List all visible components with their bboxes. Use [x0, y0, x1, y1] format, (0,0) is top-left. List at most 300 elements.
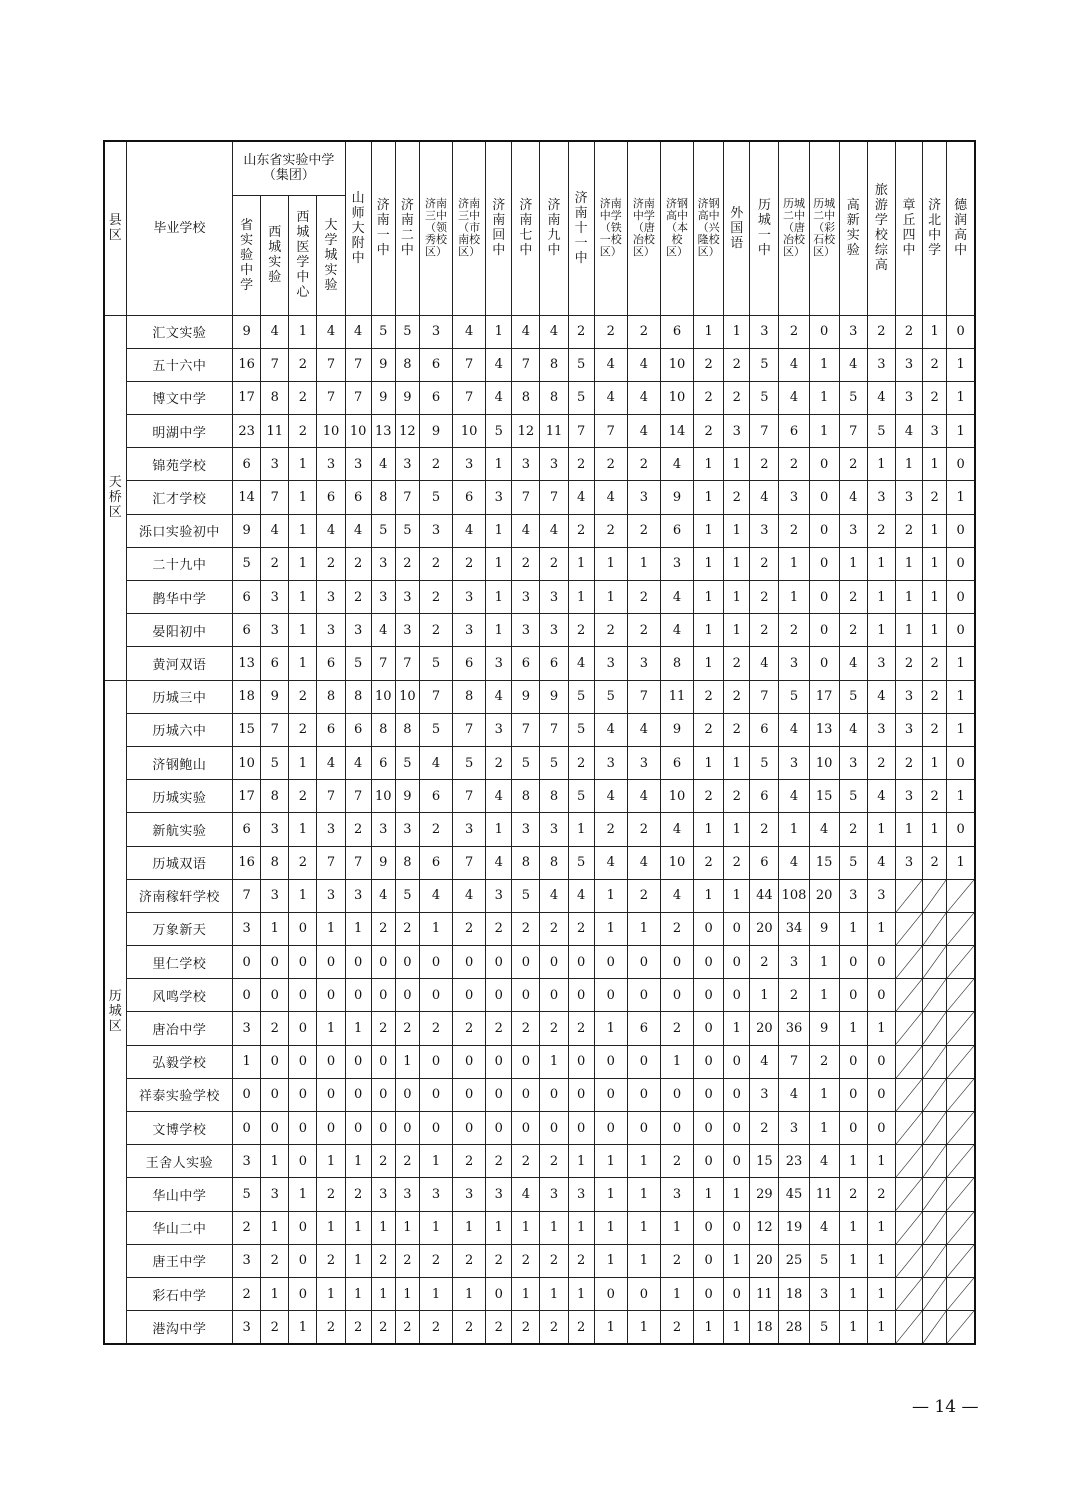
value-cell: 0	[594, 1045, 627, 1078]
col-header: 济南回中	[486, 141, 512, 315]
value-cell: 2	[419, 448, 452, 481]
value-cell: 4	[371, 448, 395, 481]
value-cell: 0	[512, 1078, 540, 1111]
value-cell: 12	[750, 1211, 779, 1244]
value-cell: 0	[419, 946, 452, 979]
value-cell: 1	[694, 448, 724, 481]
value-cell: 3	[419, 514, 452, 547]
not-applicable-cell	[923, 1078, 947, 1111]
school-name-cell: 彩石中学	[126, 1277, 232, 1310]
value-cell: 2	[568, 614, 594, 647]
value-cell: 2	[395, 1145, 419, 1178]
value-cell: 2	[512, 912, 540, 945]
school-name-cell: 泺口实验初中	[126, 514, 232, 547]
value-cell: 0	[395, 1112, 419, 1145]
value-cell: 2	[779, 315, 809, 348]
table-row	[104, 813, 975, 846]
value-cell: 2	[512, 1145, 540, 1178]
value-cell: 1	[345, 1244, 371, 1277]
value-cell: 0	[627, 1277, 660, 1310]
value-cell: 2	[568, 448, 594, 481]
value-cell: 1	[867, 547, 895, 580]
value-cell: 8	[345, 680, 371, 713]
value-cell: 3	[395, 813, 419, 846]
value-cell: 4	[750, 1045, 779, 1078]
school-name-cell: 晏阳初中	[126, 614, 232, 647]
value-cell: 1	[694, 1311, 724, 1345]
value-cell: 23	[779, 1145, 809, 1178]
value-cell: 3	[261, 1178, 289, 1211]
value-cell: 1	[317, 1145, 345, 1178]
value-cell: 0	[289, 912, 317, 945]
not-applicable-cell	[947, 979, 975, 1012]
value-cell: 1	[867, 1012, 895, 1045]
value-cell: 0	[627, 1112, 660, 1145]
value-cell: 1	[594, 1311, 627, 1345]
value-cell: 2	[371, 1012, 395, 1045]
not-applicable-cell	[947, 912, 975, 945]
diagonal-slash	[947, 913, 974, 945]
value-cell: 4	[839, 713, 867, 746]
value-cell: 0	[947, 581, 975, 614]
value-cell: 2	[453, 547, 486, 580]
value-cell: 0	[839, 1045, 867, 1078]
table-row	[104, 547, 975, 580]
value-cell: 36	[779, 1012, 809, 1045]
value-cell: 3	[233, 1012, 261, 1045]
value-cell: 1	[839, 1145, 867, 1178]
value-cell: 2	[289, 415, 317, 448]
col-header: 济南三中（领秀校区）	[419, 141, 452, 315]
value-cell: 10	[395, 680, 419, 713]
value-cell: 2	[317, 1311, 345, 1345]
value-cell: 1	[895, 448, 922, 481]
value-cell: 0	[809, 448, 839, 481]
value-cell: 1	[839, 1211, 867, 1244]
not-applicable-cell	[947, 1178, 975, 1211]
value-cell: 9	[261, 680, 289, 713]
value-cell: 4	[568, 879, 594, 912]
value-cell: 0	[289, 1145, 317, 1178]
school-name-cell: 历城双语	[126, 846, 232, 879]
table-body	[104, 315, 975, 1344]
value-cell: 2	[568, 746, 594, 779]
value-cell: 3	[419, 1178, 452, 1211]
table-row	[104, 1112, 975, 1145]
value-cell: 23	[233, 415, 261, 448]
value-cell: 5	[261, 746, 289, 779]
value-cell: 7	[453, 713, 486, 746]
value-cell: 1	[895, 614, 922, 647]
value-cell: 6	[779, 415, 809, 448]
value-cell: 3	[895, 680, 922, 713]
value-cell: 2	[371, 1145, 395, 1178]
value-cell: 3	[395, 614, 419, 647]
value-cell: 7	[371, 647, 395, 680]
value-cell: 10	[453, 415, 486, 448]
group-header: 山东省实验中学（集团）	[233, 141, 346, 195]
value-cell: 1	[594, 1012, 627, 1045]
quota-table	[103, 140, 976, 1345]
value-cell: 1	[540, 1277, 568, 1310]
value-cell: 2	[486, 746, 512, 779]
value-cell: 2	[486, 1311, 512, 1345]
value-cell: 0	[371, 946, 395, 979]
table-row	[104, 581, 975, 614]
value-cell: 3	[486, 713, 512, 746]
value-cell: 5	[233, 1178, 261, 1211]
value-cell: 1	[289, 1311, 317, 1345]
value-cell: 1	[867, 1311, 895, 1345]
value-cell: 4	[540, 514, 568, 547]
value-cell: 1	[540, 1211, 568, 1244]
value-cell: 1	[660, 1045, 693, 1078]
value-cell: 2	[512, 1244, 540, 1277]
value-cell: 3	[540, 1178, 568, 1211]
value-cell: 1	[261, 912, 289, 945]
value-cell: 2	[486, 1012, 512, 1045]
value-cell: 1	[568, 1145, 594, 1178]
value-cell: 1	[486, 581, 512, 614]
value-cell: 4	[419, 879, 452, 912]
value-cell: 4	[779, 780, 809, 813]
value-cell: 6	[540, 647, 568, 680]
value-cell: 0	[809, 647, 839, 680]
value-cell: 10	[660, 381, 693, 414]
value-cell: 10	[317, 415, 345, 448]
value-cell: 2	[512, 547, 540, 580]
value-cell: 1	[568, 547, 594, 580]
value-cell: 1	[947, 780, 975, 813]
value-cell: 1	[486, 315, 512, 348]
value-cell: 2	[486, 1244, 512, 1277]
value-cell: 2	[419, 614, 452, 647]
not-applicable-cell	[923, 879, 947, 912]
value-cell: 5	[395, 514, 419, 547]
value-cell: 13	[371, 415, 395, 448]
value-cell: 7	[750, 680, 779, 713]
table-row	[104, 315, 975, 348]
value-cell: 4	[895, 415, 922, 448]
value-cell: 5	[486, 415, 512, 448]
value-cell: 2	[923, 846, 947, 879]
value-cell: 5	[568, 846, 594, 879]
value-cell: 3	[345, 879, 371, 912]
value-cell: 2	[594, 514, 627, 547]
value-cell: 10	[371, 780, 395, 813]
value-cell: 0	[694, 1112, 724, 1145]
value-cell: 9	[371, 846, 395, 879]
value-cell: 1	[419, 912, 452, 945]
value-cell: 2	[261, 1311, 289, 1345]
school-name-cell: 五十六中	[126, 348, 232, 381]
value-cell: 2	[923, 780, 947, 813]
value-cell: 2	[923, 713, 947, 746]
value-cell: 7	[453, 348, 486, 381]
school-name-cell: 唐冶中学	[126, 1012, 232, 1045]
value-cell: 2	[923, 348, 947, 381]
value-cell: 2	[345, 547, 371, 580]
value-cell: 2	[345, 813, 371, 846]
value-cell: 3	[317, 581, 345, 614]
col-header: 济南十一中	[568, 141, 594, 315]
value-cell: 18	[779, 1277, 809, 1310]
value-cell: 1	[724, 448, 750, 481]
value-cell: 1	[317, 1211, 345, 1244]
not-applicable-cell	[895, 946, 922, 979]
not-applicable-cell	[923, 1145, 947, 1178]
value-cell: 4	[660, 813, 693, 846]
value-cell: 3	[779, 746, 809, 779]
value-cell: 16	[233, 348, 261, 381]
value-cell: 2	[289, 780, 317, 813]
value-cell: 7	[627, 680, 660, 713]
value-cell: 2	[660, 1311, 693, 1345]
value-cell: 1	[317, 1012, 345, 1045]
value-cell: 1	[724, 1244, 750, 1277]
diagonal-slash	[947, 1178, 974, 1210]
value-cell: 3	[660, 1178, 693, 1211]
value-cell: 1	[694, 647, 724, 680]
value-cell: 0	[660, 946, 693, 979]
diagonal-slash	[896, 979, 922, 1011]
value-cell: 1	[923, 746, 947, 779]
value-cell: 3	[540, 614, 568, 647]
value-cell: 0	[371, 1112, 395, 1145]
value-cell: 4	[779, 381, 809, 414]
value-cell: 2	[867, 1178, 895, 1211]
value-cell: 2	[660, 1012, 693, 1045]
value-cell: 10	[371, 680, 395, 713]
value-cell: 1	[947, 415, 975, 448]
value-cell: 3	[453, 448, 486, 481]
not-applicable-cell	[947, 1244, 975, 1277]
value-cell: 0	[261, 1045, 289, 1078]
value-cell: 8	[261, 381, 289, 414]
value-cell: 6	[419, 348, 452, 381]
not-applicable-cell	[947, 1211, 975, 1244]
school-name-cell: 王舍人实验	[126, 1145, 232, 1178]
value-cell: 2	[724, 680, 750, 713]
value-cell: 2	[694, 713, 724, 746]
value-cell: 6	[317, 713, 345, 746]
value-cell: 3	[540, 813, 568, 846]
value-cell: 3	[867, 481, 895, 514]
value-cell: 7	[512, 481, 540, 514]
value-cell: 1	[867, 1211, 895, 1244]
value-cell: 11	[261, 415, 289, 448]
value-cell: 2	[317, 547, 345, 580]
group-col-header: 西城医学中心	[289, 195, 317, 315]
value-cell: 1	[568, 1211, 594, 1244]
value-cell: 6	[453, 481, 486, 514]
value-cell: 2	[694, 415, 724, 448]
value-cell: 2	[694, 680, 724, 713]
value-cell: 1	[512, 1277, 540, 1310]
value-cell: 2	[540, 1012, 568, 1045]
value-cell: 1	[568, 1277, 594, 1310]
value-cell: 1	[895, 813, 922, 846]
diagonal-slash	[947, 1278, 974, 1310]
value-cell: 3	[660, 547, 693, 580]
not-applicable-cell	[947, 1012, 975, 1045]
table-row	[104, 1078, 975, 1111]
diagonal-slash	[923, 1212, 946, 1244]
value-cell: 0	[694, 946, 724, 979]
value-cell: 1	[809, 415, 839, 448]
value-cell: 0	[453, 979, 486, 1012]
not-applicable-cell	[895, 1244, 922, 1277]
diagonal-slash	[896, 1245, 922, 1277]
value-cell: 1	[947, 713, 975, 746]
value-cell: 1	[947, 381, 975, 414]
value-cell: 2	[419, 1311, 452, 1345]
value-cell: 2	[627, 813, 660, 846]
value-cell: 5	[395, 315, 419, 348]
value-cell: 2	[627, 514, 660, 547]
not-applicable-cell	[923, 1045, 947, 1078]
value-cell: 1	[486, 1211, 512, 1244]
table-row	[104, 1244, 975, 1277]
value-cell: 3	[512, 614, 540, 647]
value-cell: 6	[345, 481, 371, 514]
school-name-cell: 里仁学校	[126, 946, 232, 979]
value-cell: 15	[809, 846, 839, 879]
diagonal-slash	[896, 1012, 922, 1044]
value-cell: 0	[453, 946, 486, 979]
value-cell: 1	[289, 614, 317, 647]
value-cell: 2	[453, 1145, 486, 1178]
diagonal-slash	[896, 1178, 922, 1210]
value-cell: 1	[594, 581, 627, 614]
value-cell: 1	[289, 879, 317, 912]
value-cell: 5	[371, 514, 395, 547]
value-cell: 4	[540, 315, 568, 348]
value-cell: 0	[289, 1045, 317, 1078]
diagonal-slash	[947, 1145, 974, 1177]
value-cell: 0	[289, 1244, 317, 1277]
value-cell: 1	[453, 1277, 486, 1310]
value-cell: 0	[627, 1078, 660, 1111]
value-cell: 18	[750, 1311, 779, 1345]
value-cell: 3	[395, 581, 419, 614]
value-cell: 1	[627, 1178, 660, 1211]
value-cell: 44	[750, 879, 779, 912]
value-cell: 1	[947, 647, 975, 680]
value-cell: 3	[371, 813, 395, 846]
value-cell: 108	[779, 879, 809, 912]
value-cell: 2	[694, 348, 724, 381]
value-cell: 2	[724, 481, 750, 514]
value-cell: 2	[694, 780, 724, 813]
value-cell: 2	[839, 813, 867, 846]
value-cell: 3	[453, 581, 486, 614]
value-cell: 0	[694, 1211, 724, 1244]
value-cell: 2	[660, 912, 693, 945]
value-cell: 7	[779, 1045, 809, 1078]
diagonal-slash	[923, 1245, 946, 1277]
value-cell: 4	[486, 348, 512, 381]
value-cell: 8	[512, 846, 540, 879]
value-cell: 7	[345, 846, 371, 879]
value-cell: 0	[233, 979, 261, 1012]
value-cell: 8	[371, 481, 395, 514]
value-cell: 0	[947, 514, 975, 547]
value-cell: 4	[627, 348, 660, 381]
value-cell: 2	[779, 448, 809, 481]
table-row	[104, 680, 975, 713]
value-cell: 1	[947, 846, 975, 879]
value-cell: 5	[568, 713, 594, 746]
value-cell: 8	[540, 381, 568, 414]
value-cell: 1	[419, 1145, 452, 1178]
value-cell: 5	[750, 381, 779, 414]
value-cell: 9	[809, 912, 839, 945]
value-cell: 4	[779, 348, 809, 381]
value-cell: 13	[233, 647, 261, 680]
value-cell: 0	[724, 1211, 750, 1244]
value-cell: 2	[486, 1145, 512, 1178]
value-cell: 6	[419, 381, 452, 414]
not-applicable-cell	[895, 1311, 922, 1345]
value-cell: 0	[419, 979, 452, 1012]
value-cell: 4	[453, 879, 486, 912]
value-cell: 1	[724, 315, 750, 348]
value-cell: 0	[694, 1045, 724, 1078]
value-cell: 6	[660, 746, 693, 779]
value-cell: 2	[923, 647, 947, 680]
value-cell: 1	[923, 581, 947, 614]
value-cell: 0	[419, 1045, 452, 1078]
value-cell: 0	[568, 1078, 594, 1111]
value-cell: 0	[947, 547, 975, 580]
value-cell: 0	[724, 1277, 750, 1310]
diagonal-slash	[896, 946, 922, 978]
value-cell: 3	[512, 813, 540, 846]
value-cell: 0	[694, 1244, 724, 1277]
value-cell: 2	[627, 581, 660, 614]
value-cell: 0	[233, 1112, 261, 1145]
value-cell: 3	[395, 1178, 419, 1211]
value-cell: 5	[568, 381, 594, 414]
table-row	[104, 1211, 975, 1244]
value-cell: 1	[289, 647, 317, 680]
group-col-header: 西城实验	[261, 195, 289, 315]
value-cell: 4	[594, 481, 627, 514]
value-cell: 3	[317, 614, 345, 647]
value-cell: 2	[419, 547, 452, 580]
value-cell: 3	[453, 813, 486, 846]
col-header: 济南九中	[540, 141, 568, 315]
value-cell: 0	[839, 1078, 867, 1111]
value-cell: 0	[594, 1078, 627, 1111]
value-cell: 6	[233, 448, 261, 481]
value-cell: 1	[779, 581, 809, 614]
value-cell: 2	[289, 846, 317, 879]
value-cell: 17	[233, 381, 261, 414]
value-cell: 4	[627, 780, 660, 813]
value-cell: 0	[724, 1078, 750, 1111]
value-cell: 2	[724, 381, 750, 414]
value-cell: 1	[289, 448, 317, 481]
value-cell: 1	[594, 879, 627, 912]
value-cell: 2	[453, 912, 486, 945]
diagonal-slash	[947, 1079, 974, 1111]
value-cell: 1	[750, 979, 779, 1012]
value-cell: 1	[947, 348, 975, 381]
value-cell: 7	[453, 381, 486, 414]
value-cell: 2	[694, 381, 724, 414]
